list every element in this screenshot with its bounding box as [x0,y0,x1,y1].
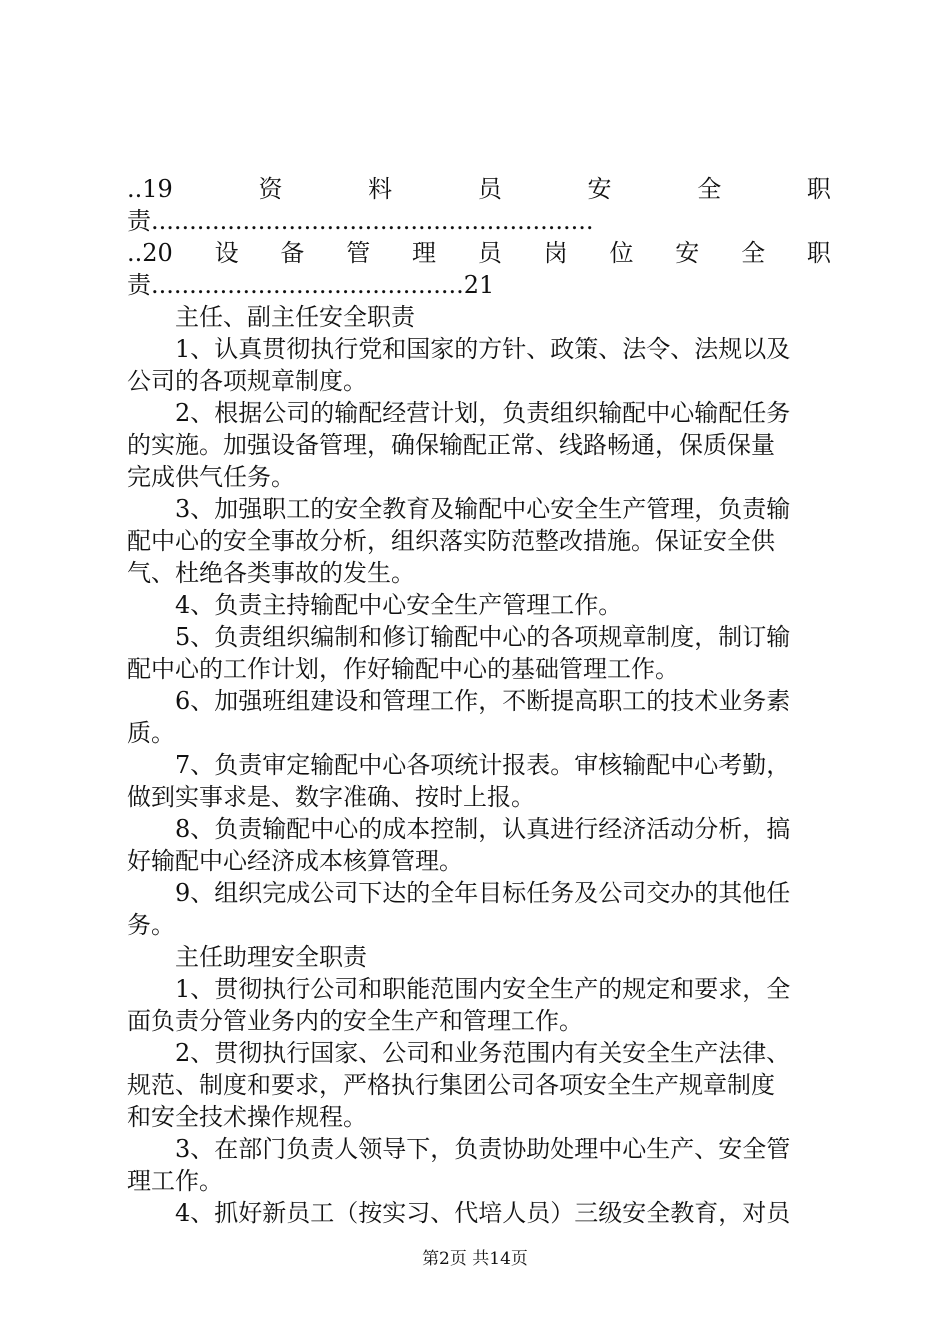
toc-char: 料 [368,175,393,203]
toc-line-dots-2: 责.........................................21 [127,271,495,299]
text-line: 7、负责审定输配中心各项统计报表。审核输配中心考勤， [175,751,791,779]
text-line: 好输配中心经济成本核算管理。 [127,847,463,875]
text-line: 1、认真贯彻执行党和国家的方针、政策、法令、法规以及 [175,335,791,363]
text-line: 规范、制度和要求，严格执行集团公司各项安全生产规章制度 [127,1071,775,1099]
toc-char: 管 [346,239,371,267]
text-line: 配中心的工作计划，作好输配中心的基础管理工作。 [127,655,679,683]
text-line: 3、加强职工的安全教育及输配中心安全生产管理，负责输 [175,495,791,523]
text-line: 的实施。加强设备管理，确保输配正常、线路畅通，保质保量 [127,431,775,459]
text-line: 6、加强班组建设和管理工作，不断提高职工的技术业务素 [175,687,791,715]
text-line: 4、负责主持输配中心安全生产管理工作。 [175,591,623,619]
toc-char: 员 [477,175,502,203]
toc-char: 位 [609,239,634,267]
toc-char: 备 [280,239,305,267]
text-line: 8、负责输配中心的成本控制，认真进行经济活动分析，搞 [175,815,791,843]
text-line: 理工作。 [127,1167,223,1195]
text-line: 配中心的安全事故分析，组织落实防范整改措施。保证安全供 [127,527,775,555]
text-line: 质。 [127,719,175,747]
toc-line-dots-1: 责.......................................................... [127,207,594,235]
text-line: 做到实事求是、数字准确、按时上报。 [127,783,535,811]
text-line: 完成供气任务。 [127,463,295,491]
text-line: 4、抓好新员工（按实习、代培人员）三级安全教育，对员 [175,1199,791,1227]
text-line: 气、杜绝各类事故的发生。 [127,559,415,587]
toc-char: 资 [258,175,283,203]
text-line: 主任、副主任安全职责 [175,303,415,331]
text-line: 1、贯彻执行公司和职能范围内安全生产的规定和要求，全 [175,975,791,1003]
text-line: 5、负责组织编制和修订输配中心的各项规章制度，制订输 [175,623,791,651]
text-line: 面负责分管业务内的安全生产和管理工作。 [127,1007,583,1035]
toc-char: 员 [477,239,502,267]
toc-char: 岗 [543,239,568,267]
text-line: 2、根据公司的输配经营计划，负责组织输配中心输配任务 [175,399,791,427]
toc-char: 安 [675,239,700,267]
toc-char: 理 [412,239,437,267]
toc-char: ..20 [127,239,173,267]
toc-char: 安 [587,175,612,203]
toc-line-20 [127,237,831,269]
text-line: 2、贯彻执行国家、公司和业务范围内有关安全生产法律、 [175,1039,791,1067]
toc-char: 全 [741,239,766,267]
text-line: 和安全技术操作规程。 [127,1103,367,1131]
body-text [127,301,831,1229]
text-line: 主任助理安全职责 [175,943,367,971]
text-line: 3、在部门负责人领导下，负责协助处理中心生产、安全管 [175,1135,791,1163]
toc-line-19 [127,173,831,205]
page-footer: 第2页 共14页 [422,1249,528,1269]
toc-char: 职 [806,175,831,203]
toc-char: 设 [214,239,239,267]
text-line: 务。 [127,911,175,939]
toc-char: 职 [806,239,831,267]
toc-char: 全 [697,175,722,203]
text-line: 9、组织完成公司下达的全年目标任务及公司交办的其他任 [175,879,791,907]
text-line: 公司的各项规章制度。 [127,367,367,395]
document-body [127,173,831,1229]
toc-char: ..19 [127,175,173,203]
